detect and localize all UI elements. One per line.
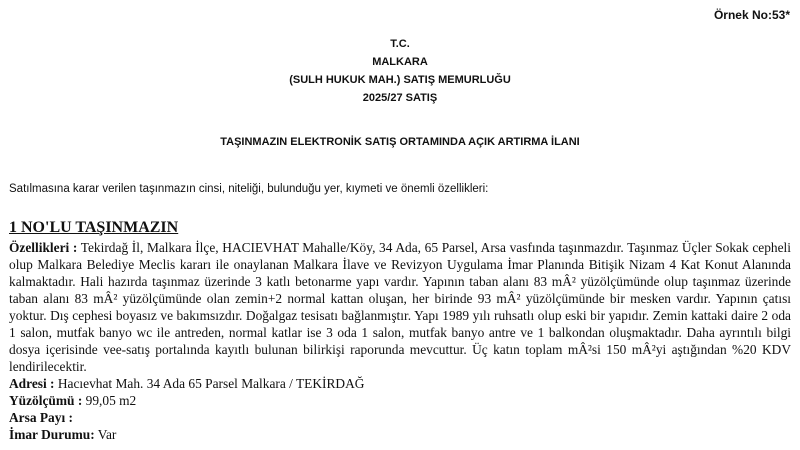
share-label: Arsa Payı : <box>9 410 73 425</box>
features-label: Özellikleri : <box>9 240 78 255</box>
intro-text: Satılmasına karar verilen taşınmazın cinsi, niteliği, bulunduğu yer, kıymeti ve önemli özellikleri: <box>9 183 489 195</box>
address-row <box>9 375 791 392</box>
document-header <box>0 35 800 107</box>
features-text: Tekirdağ İl, Malkara İlçe, HACIEVHAT Mahalle/Köy, 34 Ada, 65 Parsel, Arsa vasfında taşınmazdır. Taşınmaz Üçler Sokak cepheli olup Malkara Belediye Meclis kararı ile onaylanan Malkara İlave ve Revizyon Uygulama İmar Planında Bitişik Nizam 4 Kat Konut Alanında kalmaktadır. Hali hazırda taşınmaz üzerinde 3 katlı betonarme yapı vardır. Yapının taban alanı 83 mÂ² yüzölçümünde olup taşınmaz üzerinde taban alanı 83 mÂ² yüzölçümünde olan zemin+2 normal kattan oluşan, her birinde 93 mÂ² yüzölçümünde bir mesken vardır. Yapının çatısı yoktur. Dış cephesi boyasız ve bakımsızdır. Doğalgaz tesisatı bağlanmıştır. Yapı 1989 yılı ruhsatlı olup eski bir yapıdır. Zemin kattaki daire 2 oda 1 salon, mutfak banyo wc ile antreden, normal katlar ise 3 oda 1 salon, mutfak banyo antre ve 1 balkondan oluşmaktadır. Daha ayrıntılı bilgi dosya içerisinde vee-satış portalında kayıtlı bulunan bilirkişi raporunda mevcuttur. Üç katın toplam mÂ²si 150 mÂ²yi aştığından %20 KDV lendirilecektir. <box>9 240 791 374</box>
property-details <box>9 239 791 443</box>
address-value: Hacıevhat Mah. 34 Ada 65 Parsel Malkara / TEKİRDAĞ <box>57 376 365 391</box>
zoning-row <box>9 426 791 443</box>
address-label: Adresi : <box>9 376 55 391</box>
area-label: Yüzölçümü : <box>9 393 83 408</box>
features-paragraph <box>9 239 791 375</box>
form-number: Örnek No:53* <box>713 8 790 22</box>
header-district: MALKARA <box>372 56 428 68</box>
area-row <box>9 392 791 409</box>
header-country: T.C. <box>390 38 410 50</box>
share-row <box>9 409 791 426</box>
header-file-no: 2025/27 SATIŞ <box>362 92 438 104</box>
area-value: 99,05 m2 <box>85 393 137 408</box>
header-office: (SULH HUKUK MAH.) SATIŞ MEMURLUĞU <box>289 74 511 86</box>
zoning-value: Var <box>97 427 117 442</box>
announcement-title: TAŞINMAZIN ELEKTRONİK SATIŞ ORTAMINDA AÇIK ARTIRMA İLANI <box>220 136 580 148</box>
property-title: 1 NO'LU TAŞINMAZIN <box>9 219 179 236</box>
zoning-label: İmar Durumu: <box>9 427 95 442</box>
